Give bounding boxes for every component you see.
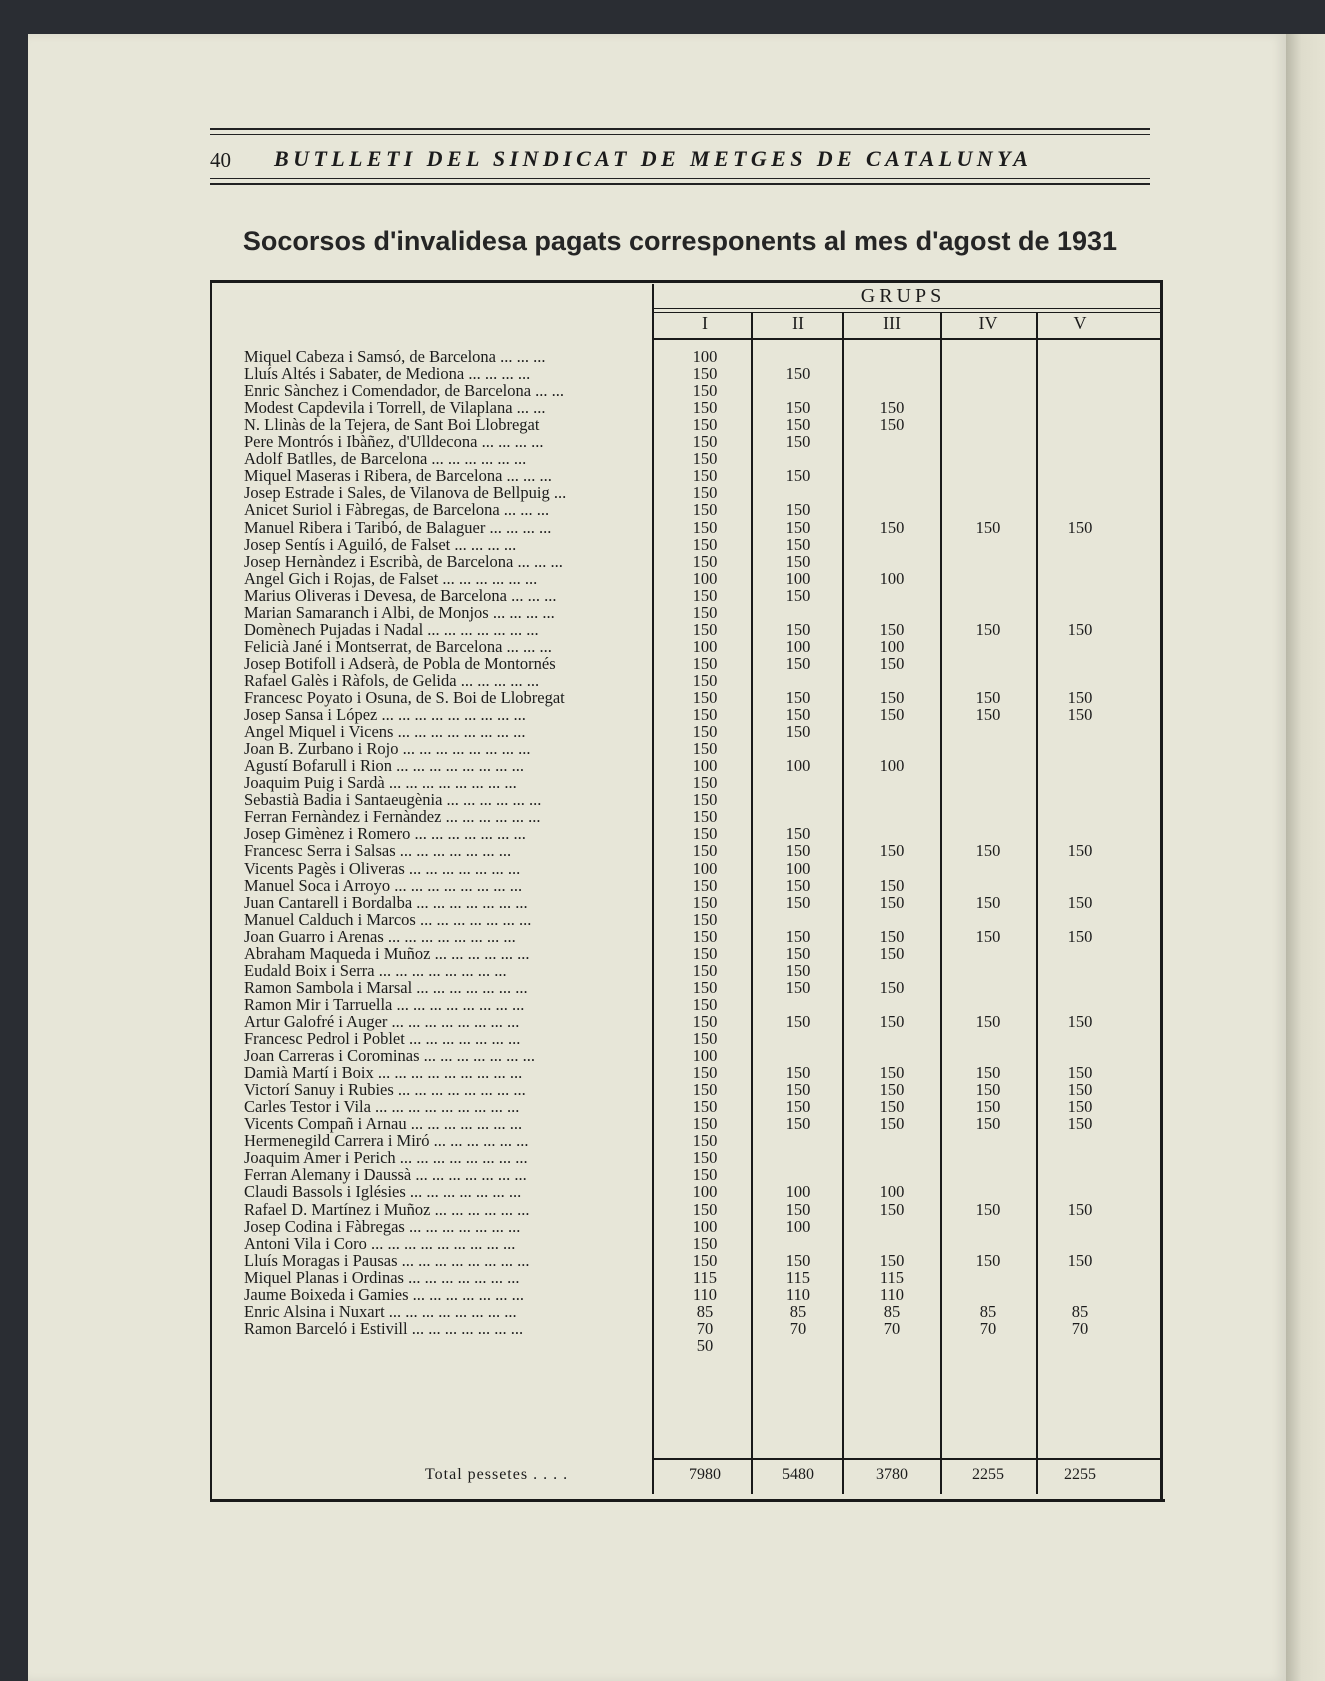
amount-cell: 100 [692,1046,718,1066]
amount-cell: 150 [785,688,811,707]
amount-cell: 150 [879,1080,905,1100]
member-name: Lluís Altés i Sabater, de Mediona ... ... ... ... [244,365,531,384]
amount-cell: 100 [785,1182,811,1202]
amount-cell: 150 [879,619,905,639]
amount-cell: 150 [692,1148,718,1168]
amount-cell: 150 [975,1011,1001,1031]
amount-cell: 150 [975,926,1001,946]
grups-header: GRUPS [860,285,946,307]
amount-cell: 150 [879,841,905,861]
amount-cell: 150 [1067,1063,1093,1083]
column-divider [940,313,942,1494]
amount-cell: 100 [879,568,905,588]
column-header: IV [978,313,998,333]
amount-cell: 100 [879,1182,905,1202]
amount-cell: 150 [692,1165,718,1185]
amount-cell: 150 [879,892,905,912]
journal-title: BUTLLETI DEL SINDICAT DE METGES DE CATALUNYA [274,146,1033,171]
column-header: III [883,313,901,333]
amount-cell: 150 [879,1097,905,1117]
amount-cell: 100 [785,636,811,656]
amount-cell: 150 [879,875,905,895]
amount-cell: 150 [692,943,718,963]
amount-cell: 150 [975,688,1001,707]
amount-cell: 150 [692,1114,718,1134]
total-value: 2255 [1064,1466,1096,1483]
amount-cell: 100 [692,347,718,366]
amount-cell: 150 [692,960,718,980]
page-number: 40 [210,148,231,172]
amount-cell: 150 [692,739,718,759]
amount-cell: 150 [879,517,905,537]
amount-cell: 100 [785,568,811,588]
amount-cell: 150 [879,1250,905,1270]
payments-table [210,280,1165,1502]
page-header [210,128,1150,194]
amount-cell: 150 [1067,1080,1093,1100]
amount-cell: 150 [692,773,718,793]
member-name: Francesc Serra i Salsas ... ... ... ... ... ... ... [244,842,512,861]
amount-cell: 150 [692,892,718,912]
amount-cell: 150 [692,602,718,622]
amount-cell: 150 [785,892,811,912]
amount-cell: 150 [785,1097,811,1117]
header-rule-bottom [210,183,1150,185]
amount-cell: 115 [785,1267,811,1287]
amount-cell: 150 [1067,892,1093,912]
member-name: Victorí Sanuy i Rubies ... ... ... ... ... ... ... ... [244,1081,526,1100]
amount-cell: 150 [785,977,811,997]
amount-cell: 150 [785,364,811,384]
amount-cell: 150 [785,398,811,418]
amount-cell: 150 [785,551,811,571]
amount-cell: 150 [692,824,718,844]
amount-cell: 110 [879,1284,905,1304]
member-name: Claudi Bassols i Iglésies ... ... ... ... ... ... ... [244,1183,522,1202]
amount-cell: 110 [692,1284,718,1304]
amount-cell: 150 [692,875,718,895]
amount-cell: 150 [692,619,718,639]
member-name: Vicents Compañ i Arnau ... ... ... ... ... ... ... [244,1115,523,1134]
member-name: Enric Alsina i Nuxart ... ... ... ... ... ... ... ... [244,1302,517,1321]
amount-cell: 150 [975,1250,1001,1270]
header-rule-top-thin [210,134,1150,135]
amount-cell: 150 [1067,841,1093,861]
amount-cell: 150 [785,517,811,537]
amount-cell: 150 [975,841,1001,861]
amount-cell: 100 [692,568,718,588]
amount-cell: 150 [692,1080,718,1100]
member-name: Jaume Boixeda i Gamies ... ... ... ... ... ... ... [244,1285,525,1304]
amount-cell: 150 [692,398,718,418]
member-name: N. Llinàs de la Tejera, de Sant Boi Llobregat [244,416,540,435]
header-rule-bottom-thin [210,178,1150,179]
column-header: II [792,313,804,333]
amount-cell: 150 [692,500,718,520]
amount-cell: 150 [692,551,718,571]
amount-cell: 150 [692,432,718,452]
member-name: Joan Carreras i Corominas ... ... ... ... ... ... ... [244,1047,535,1066]
member-name: Manuel Calduch i Marcos ... ... ... ... ... ... ... [244,910,532,929]
amount-cell: 150 [879,1199,905,1219]
member-name: Josep Sentís i Aguiló, de Falset ... ... ... ... [244,535,517,554]
amount-cell: 150 [785,960,811,980]
amount-cell: 150 [692,994,718,1014]
member-name: Miquel Cabeza i Samsó, de Barcelona ... ... ... [244,348,546,366]
amount-cell: 150 [1067,705,1093,725]
member-name: Angel Miquel i Vicens ... ... ... ... ... ... ... ... [244,723,526,742]
amount-cell: 150 [1067,1250,1093,1270]
amount-cell: 150 [975,1199,1001,1219]
amount-cell: 150 [692,1233,718,1253]
member-name: Anicet Suriol i Fàbregas, de Barcelona ... ... ... [244,501,550,520]
amount-cell: 150 [785,619,811,639]
member-name: Felicià Jané i Montserrat, de Barcelona ... ... ... [244,637,552,656]
amount-cell: 70 [789,1318,807,1338]
amount-cell: 150 [692,1011,718,1031]
member-name: Francesc Poyato i Osuna, de S. Boi de Llobregat [244,689,565,707]
total-value: 3780 [876,1466,908,1483]
amount-cell: 150 [879,926,905,946]
amount-cell: 150 [975,619,1001,639]
amount-cell: 150 [692,653,718,673]
member-name: Damià Martí i Boix ... ... ... ... ... ... ... ... ... [244,1064,523,1083]
amount-cell: 150 [879,398,905,418]
amount-cell: 100 [692,636,718,656]
column-header: I [702,313,708,333]
amount-cell: 150 [692,1131,718,1151]
amount-cell: 85 [979,1301,997,1321]
amount-cell: 150 [785,585,811,605]
amount-cell: 150 [785,653,811,673]
amount-cell: 150 [1067,1114,1093,1134]
amount-cell: 150 [975,1114,1001,1134]
member-name: Joan Guarro i Arenas ... ... ... ... ... ... ... ... [244,927,516,946]
member-name: Manuel Ribera i Taribó, de Balaguer ... ... ... ... [244,518,552,537]
amount-cell: 100 [692,1216,718,1236]
column-header-underline [654,338,1160,340]
amount-cell: 100 [692,1182,718,1202]
amount-cell: 150 [879,705,905,725]
amount-cell: 50 [696,1335,714,1355]
total-value: 7980 [689,1466,721,1483]
amount-cell: 150 [692,517,718,537]
amount-cell: 150 [692,483,718,503]
member-name: Francesc Pedrol i Poblet ... ... ... ... ... ... ... [244,1030,521,1048]
table-left-rule [210,280,212,1502]
amount-cell: 150 [879,653,905,673]
member-name: Modest Capdevila i Torrell, de Vilaplana ... ... [244,399,546,418]
amount-cell: 150 [692,381,718,401]
amount-cell: 150 [692,1063,718,1083]
amount-cell: 150 [785,841,811,861]
amount-cell: 150 [692,705,718,725]
member-name: Miquel Planas i Ordinas ... ... ... ... ... ... ... [244,1268,520,1287]
amount-cell: 150 [785,926,811,946]
amount-cell: 150 [785,500,811,520]
member-name: Hermenegild Carrera i Miró ... ... ... ... ... ... [244,1132,529,1151]
amount-cell: 150 [785,415,811,435]
amount-cell: 100 [785,858,811,878]
amount-cell: 150 [975,1063,1001,1083]
amount-cell: 150 [785,1011,811,1031]
amount-cell: 150 [692,807,718,827]
amount-cell: 150 [879,1011,905,1031]
amount-cell: 150 [879,943,905,963]
amount-cell: 85 [883,1301,901,1321]
member-name: Joaquim Puig i Sardà ... ... ... ... ... ... ... ... [244,774,517,793]
amount-cell: 150 [692,466,718,486]
member-name: Domènech Pujadas i Nadal ... ... ... ... ... ... ... [244,620,539,639]
member-name: Manuel Soca i Arroyo ... ... ... ... ... ... ... ... [244,876,523,895]
member-name: Josep Sansa i López ... ... ... ... ... ... ... ... ... [244,706,526,725]
amount-cell: 70 [883,1318,901,1338]
member-name: Agustí Bofarull i Rion ... ... ... ... ... ... ... ... [244,757,525,776]
member-name: Antoni Vila i Coro ... ... ... ... ... ... ... ... ... [244,1234,516,1253]
amount-cell: 150 [879,977,905,997]
member-name: Joan B. Zurbano i Rojo ... ... ... ... ... ... ... ... [244,740,531,759]
amount-cell: 100 [879,636,905,656]
amount-cell: 85 [696,1301,714,1321]
amount-cell: 150 [785,875,811,895]
amount-cell: 150 [692,790,718,810]
member-name: Rafael D. Martínez i Muñoz ... ... ... ... ... ... [244,1200,530,1219]
amount-cell: 150 [692,688,718,707]
amount-cell: 150 [1067,619,1093,639]
member-name: Artur Galofré i Auger ... ... ... ... ... ... ... ... [244,1012,520,1031]
amount-cell: 150 [692,909,718,929]
member-name: Pere Montrós i Ibàñez, d'Ulldecona ... ... ... ... [244,433,544,452]
amount-cell: 150 [1067,1199,1093,1219]
member-name: Josep Estrade i Sales, de Vilanova de Bellpuig ... [244,484,567,503]
member-name: Carles Testor i Vila ... ... ... ... ... ... ... ... ... [244,1098,520,1117]
column-header: V [1073,313,1087,333]
amount-cell: 150 [975,517,1001,537]
total-value: 5480 [782,1466,814,1483]
member-name: Lluís Moragas i Pausas ... ... ... ... ... ... ... ... [244,1251,530,1270]
amount-cell: 85 [789,1301,807,1321]
amount-cell: 100 [692,756,718,776]
member-name: Juan Cantarell i Bordalba ... ... ... ... ... ... ... [244,893,528,912]
amount-cell: 150 [785,1114,811,1134]
amount-cell: 150 [692,1029,718,1048]
amount-cell: 150 [692,1199,718,1219]
page-title: Socorsos d'invalidesa pagats corresponents al mes d'agost de 1931 [242,226,1118,256]
amount-cell: 150 [692,585,718,605]
amount-cell: 150 [692,415,718,435]
member-name: Ferran Fernàndez i Fernàndez ... ... ... ... ... ... [244,808,541,827]
amount-cell: 150 [785,1063,811,1083]
amount-cell: 150 [879,1114,905,1134]
amount-cell: 150 [1067,1011,1093,1031]
table-bottom-rule [210,1499,1165,1502]
amount-cell: 150 [785,705,811,725]
member-name: Sebastià Badia i Santaeugènia ... ... ... ... ... ... [244,791,542,810]
amount-cell: 150 [975,1080,1001,1100]
member-name: Ramon Mir i Tarruella ... ... ... ... ... ... ... ... [244,995,525,1014]
amount-cell: 150 [785,432,811,452]
amount-cell: 150 [692,722,718,742]
amount-cell: 150 [692,670,718,690]
member-name: Rafael Galès i Ràfols, de Gelida ... ... ... ... ... [244,671,540,690]
amount-cell: 150 [692,449,718,469]
header-rule-top [210,128,1150,130]
totals-rule [654,1458,1160,1460]
total-label: Total pessetes . . . . [425,1466,569,1483]
amount-cell: 150 [692,926,718,946]
amount-cell: 150 [1067,926,1093,946]
total-value: 2255 [972,1466,1004,1483]
amount-cell: 150 [785,1199,811,1219]
member-name: Ferran Alemany i Daussà ... ... ... ... ... ... ... [244,1166,527,1185]
amount-cell: 150 [1067,517,1093,537]
amount-cell: 150 [785,722,811,742]
amount-cell: 150 [1067,1097,1093,1117]
amount-cell: 70 [696,1318,714,1338]
member-name: Angel Gich i Rojas, de Falset ... ... ... ... ... ... [244,569,538,588]
member-name: Enric Sànchez i Comendador, de Barcelona ... ... [244,382,565,401]
amount-cell: 150 [692,364,718,384]
amount-cell: 150 [785,534,811,554]
amount-cell: 70 [1071,1318,1089,1338]
amount-cell: 150 [692,1097,718,1117]
amount-cell: 100 [692,858,718,878]
member-name: Miquel Maseras i Ribera, de Barcelona ... ... ... [244,467,552,486]
amount-cell: 150 [879,1063,905,1083]
member-name: Josep Codina i Fàbregas ... ... ... ... ... ... ... [244,1217,521,1236]
member-name: Adolf Batlles, de Barcelona ... ... ... ... ... ... [244,450,527,469]
table-top-rule [210,280,1160,283]
amount-cell: 150 [692,977,718,997]
amount-cell: 150 [785,1250,811,1270]
amount-cell: 150 [785,1080,811,1100]
amount-cell: 150 [1067,688,1093,707]
amount-cell: 150 [975,892,1001,912]
amount-cell: 115 [692,1267,718,1287]
amount-cell: 150 [879,688,905,707]
member-name: Ramon Barceló i Estivill ... ... ... ... ... ... ... [244,1319,524,1338]
amount-cell: 150 [692,841,718,861]
grups-underline [654,308,1160,309]
amount-cell: 100 [785,756,811,776]
amount-cell: 150 [975,705,1001,725]
facing-page-edge [1286,34,1325,1681]
amount-cell: 150 [785,824,811,844]
amount-cell: 115 [879,1267,905,1287]
member-name: Marian Samaranch i Albi, de Monjos ... ... ... ... [244,603,555,622]
member-name: Marius Oliveras i Devesa, de Barcelona ... ... ... [244,586,557,605]
member-name: Joaquim Amer i Perich ... ... ... ... ... ... ... ... [244,1149,528,1168]
amount-cell: 100 [879,756,905,776]
member-name: Josep Hernàndez i Escribà, de Barcelona ... ... ... [244,552,563,571]
amount-cell: 70 [979,1318,997,1338]
member-name: Ramon Sambola i Marsal ... ... ... ... ... ... ... [244,978,528,997]
member-name: Vicents Pagès i Oliveras ... ... ... ... ... ... ... [244,859,521,878]
amount-cell: 150 [975,1097,1001,1117]
amount-cell: 150 [785,943,811,963]
member-name: Josep Gimènez i Romero ... ... ... ... ... ... ... [244,825,526,844]
member-name: Josep Botifoll i Adserà, de Pobla de Montornés [244,654,556,673]
amount-cell: 85 [1071,1301,1089,1321]
amount-cell: 150 [785,466,811,486]
amount-cell: 150 [692,1250,718,1270]
amount-cell: 100 [785,1216,811,1236]
table-right-rule [1160,280,1163,1502]
amount-cell: 150 [692,534,718,554]
member-name: Abraham Maqueda i Muñoz ... ... ... ... ... ... [244,944,530,963]
member-name: Eudald Boix i Serra ... ... ... ... ... ... ... ... [244,961,507,980]
amount-cell: 150 [879,415,905,435]
amount-cell: 110 [785,1284,811,1304]
